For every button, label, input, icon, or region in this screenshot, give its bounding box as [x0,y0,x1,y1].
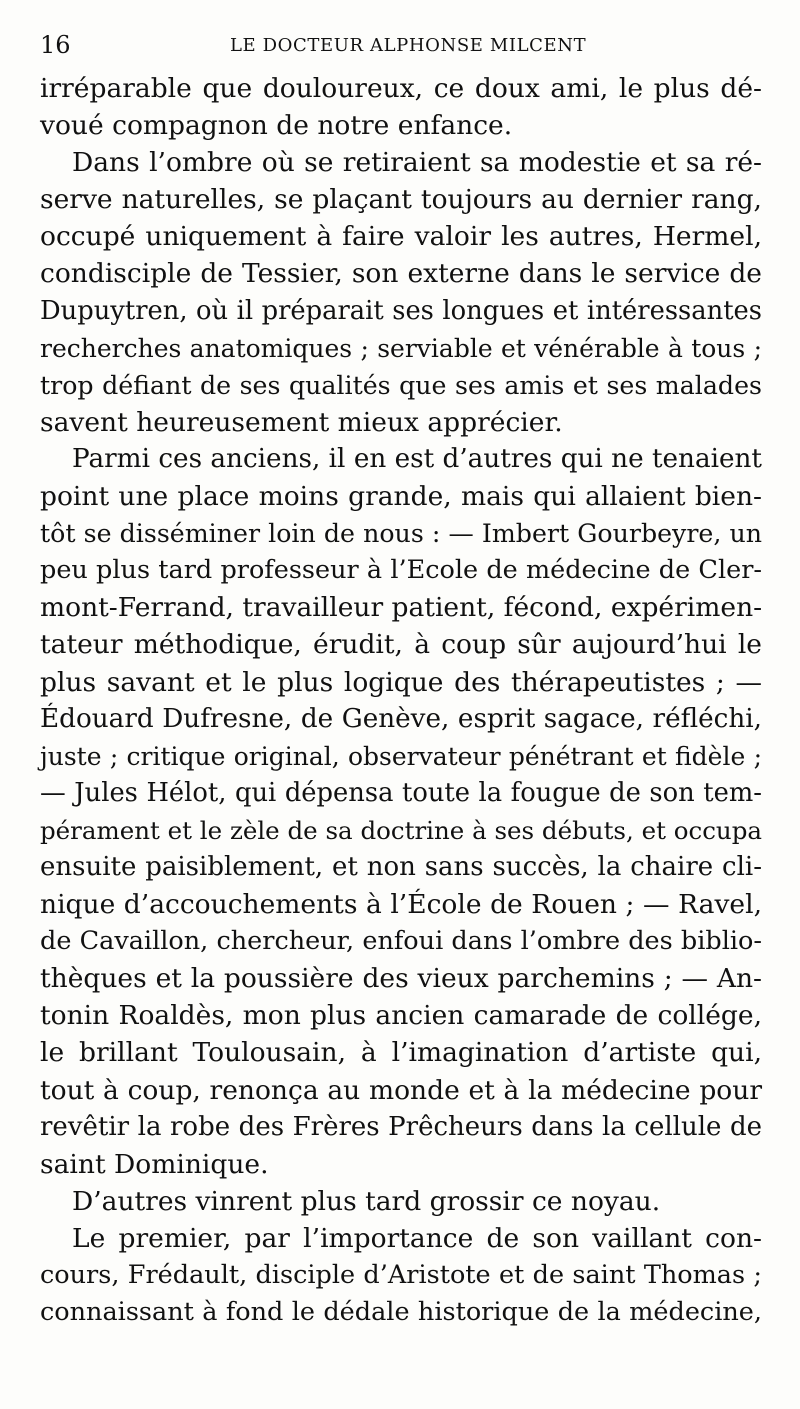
text-line: ensuite paisiblement, et non sans succès, la chaire cli- [40,851,762,882]
text-line: mont-Ferrand, travailleur patient, fécond, expérimen- [40,592,763,624]
text-line: tôt se disséminer loin de nous : — Imbert Gourbeyre, un [40,519,762,549]
text-line: Édouard Dufresne, de Genève, esprit sagace, réfléchi, [40,703,762,734]
text-line: savent heureusement mieux apprécier. [40,406,563,438]
text-line: — Jules Hélot, qui dépensa toute la fougue de son tem- [40,777,762,808]
text-line: juste ; critique original, observateur pénétrant et fidèle ; [40,741,762,771]
text-line: nique d’accouchements à l’École de Rouen ; — Ravel, [40,889,762,921]
text-line: point une place moins grande, mais qui allaient bien- [40,481,762,513]
text-line: Le premier, par l’importance de son vaillant con- [72,1222,762,1254]
text-line: condisciple de Tessier, son externe dans le service de [40,258,762,290]
text-line: plus savant et le plus logique des thérapeutistes ; — [40,666,762,698]
text-line: pérament et le zèle de sa doctrine à ses débuts, et occupa [40,815,762,845]
text-line: thèques et la poussière des vieux parchemins ; — An- [40,963,762,995]
text-line: occupé uniquement à faire valoir les autres, Hermel, [40,221,762,253]
text-line: peu plus tard professeur à l’Ecole de médecine de Cler- [40,555,762,586]
text-line: tout à coup, renonça au monde et à la médecine pour [40,1074,762,1106]
running-header [40,30,760,60]
text-line: cours, Frédault, disciple d’Aristote et de saint Thomas ; [40,1260,762,1290]
text-line: le brillant Toulousain, à l’imagination d’artiste qui, [40,1037,762,1069]
text-line: saint Dominique. [40,1148,269,1180]
text-line: D’autres vinrent plus tard grossir ce noyau. [72,1185,661,1217]
text-line: tateur méthodique, érudit, à coup sûr aujourd’hui le [40,629,762,661]
page-number: 16 [40,31,71,59]
text-line: voué compagnon de notre enfance. [40,110,513,142]
text-line: trop défiant de ses qualités que ses amis et ses malades [40,370,762,400]
text-line: Parmi ces anciens, il en est d’autres qui ne tenaient [72,443,762,474]
text-line: connaissant à fond le dédale historique de la médecine, [40,1297,762,1328]
text-line: Dupuytren, où il préparait ses longues et intéressantes [40,295,762,326]
body-text [40,70,762,1331]
running-title: LE DOCTEUR ALPHONSE MILCENT [230,35,587,56]
text-line: serve naturelles, se plaçant toujours au dernier rang, [40,184,762,216]
text-line: Dans l’ombre où se retiraient sa modestie et sa ré- [72,147,762,179]
text-line: de Cavaillon, chercheur, enfoui dans l’ombre des biblio- [40,926,762,957]
text-line: recherches anatomiques ; serviable et vénérable à tous ; [40,333,762,363]
text-line: revêtir la robe des Frères Prêcheurs dans la cellule de [40,1111,762,1142]
text-line: tonin Roaldès, mon plus ancien camarade de collége, [40,1000,762,1032]
text-line: irréparable que douloureux, ce doux ami, le plus dé- [40,73,762,104]
